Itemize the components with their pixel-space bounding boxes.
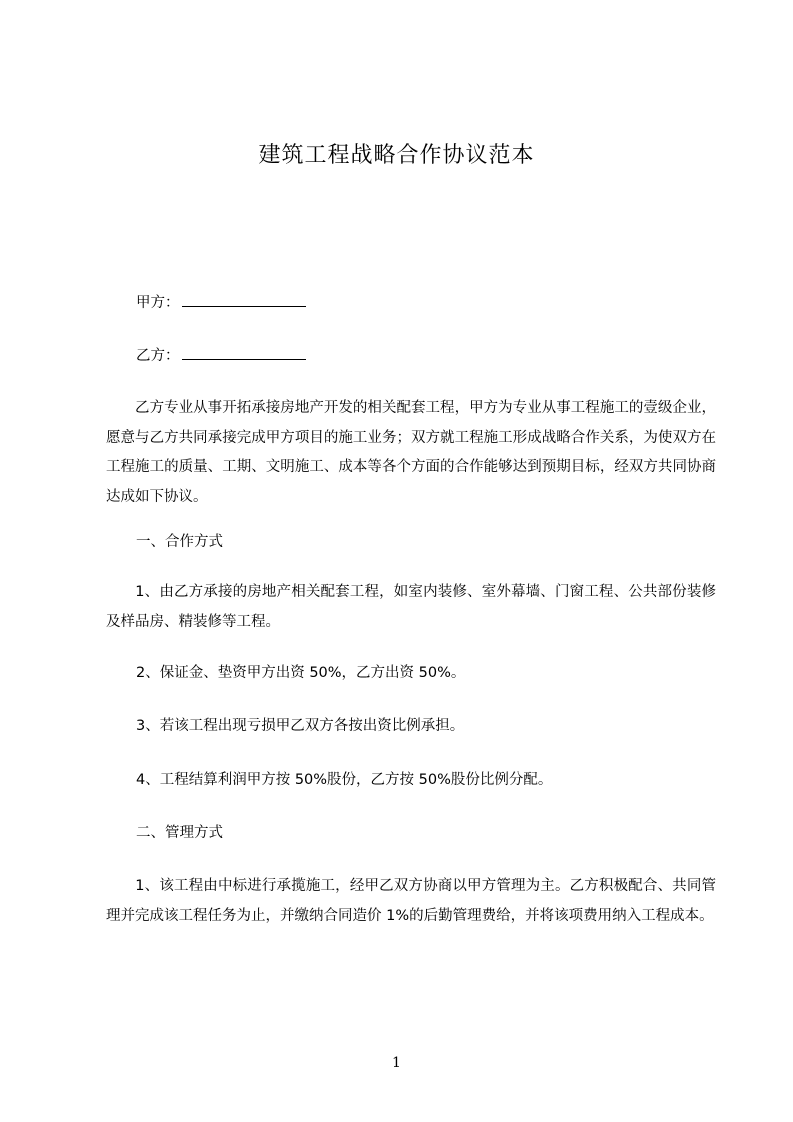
section-2-heading: 二、管理方式 xyxy=(136,825,223,841)
party-b-line xyxy=(136,345,306,366)
document-title: 建筑工程战略合作协议范本 xyxy=(258,143,535,168)
page-number: 1 xyxy=(392,1055,401,1071)
intro-paragraph: 乙方专业从事开拓承接房地产开发的相关配套工程，甲方为专业从事工程施工的壹级企业，愿意与乙方共同承接完成甲方项目的施工业务；双方就工程施工形成战略合作关系，为使双方在工程施工的质量、工期、文明施工、成本等各个方面的合作能够达到预期目标，经双方共同协商达成如下协议。 xyxy=(106,400,716,505)
party-b-label: 乙方： xyxy=(136,348,180,364)
party-a-label: 甲方： xyxy=(136,295,180,311)
section-1-heading: 一、合作方式 xyxy=(136,534,223,550)
party-a-line xyxy=(136,292,306,313)
party-a-blank xyxy=(182,292,306,307)
section-1-item-1: 1、由乙方承接的房地产相关配套工程，如室内装修、室外幕墙、门窗工程、公共部份装修及样品房、精装修等工程。 xyxy=(106,584,716,630)
section-1-item-2: 2、保证金、垫资甲方出资 50%，乙方出资 50%。 xyxy=(136,665,466,681)
party-b-blank xyxy=(182,345,306,360)
section-1-item-4: 4、工程结算利润甲方按 50%股份，乙方按 50%股份比例分配。 xyxy=(136,772,553,788)
section-1-item-3: 3、若该工程出现亏损甲乙双方各按出资比例承担。 xyxy=(136,718,465,734)
section-2-item-1: 1、该工程由中标进行承揽施工，经甲乙双方协商以甲方管理为主。乙方积极配合、共同管理并完成该工程任务为止，并缴纳合同造价 1%的后勤管理费给，并将该项费用纳入工程成本。 xyxy=(106,878,716,924)
